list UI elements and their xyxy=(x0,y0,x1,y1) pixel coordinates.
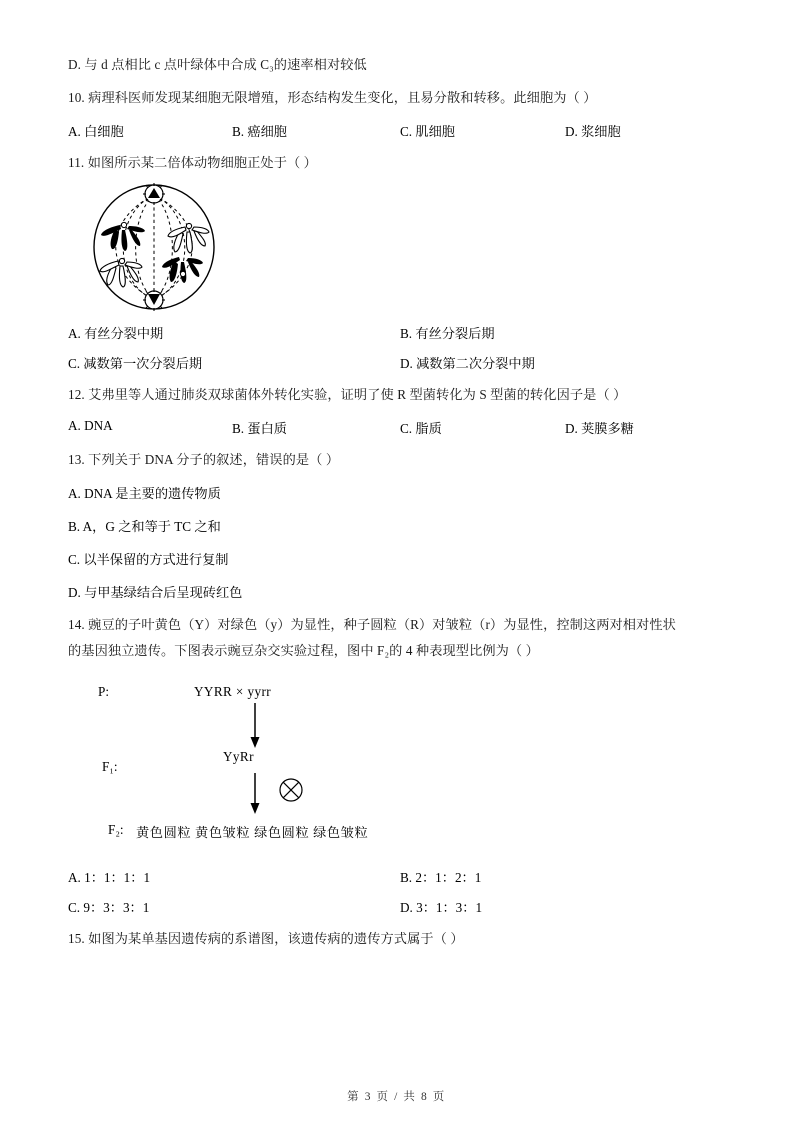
cell-division-diagram xyxy=(84,181,224,313)
chromosome-lower-right xyxy=(162,257,203,283)
question-11-option-d[interactable]: D. 减数第二次分裂中期 xyxy=(400,356,535,372)
cross-f1-label: F₁: xyxy=(102,758,118,774)
question-11-option-b[interactable]: B. 有丝分裂后期 xyxy=(400,326,495,342)
cross-f2-phenotypes: 黄色圆粒 黄色皱粒 绿色圆粒 绿色皱粒 xyxy=(136,824,369,840)
question-13-option-b[interactable]: B. A，G 之和等于 TC 之和 xyxy=(68,518,221,534)
question-13-stem: 13. 下列关于 DNA 分子的叙述，错误的是（ ） xyxy=(68,452,340,468)
question-14-options-row-2 xyxy=(68,897,733,916)
question-12-option-d[interactable]: D. 荚膜多糖 xyxy=(565,421,634,437)
question-13-option-a[interactable]: A. DNA 是主要的遗传物质 xyxy=(68,485,221,501)
question-11-option-c[interactable]: C. 减数第一次分裂后期 xyxy=(68,356,203,372)
question-11-stem: 11. 如图所示某二倍体动物细胞正处于（ ） xyxy=(68,154,317,170)
cross-parent-label: P: xyxy=(98,683,109,699)
question-14-option-d[interactable]: D. 3：1：3：1 xyxy=(400,899,483,915)
question-9-option-d: D. 与 d 点相比 c 点叶绿体中合成 C₃的速率相对较低 xyxy=(68,57,367,72)
question-14-option-a[interactable]: A. 1：1：1：1 xyxy=(68,869,151,885)
spindle-pole-bottom xyxy=(143,289,165,311)
question-13-option-d[interactable]: D. 与甲基绿结合后呈现砖红色 xyxy=(68,584,243,600)
question-12-option-a[interactable]: A. DNA xyxy=(68,418,113,434)
question-13-option-c[interactable]: C. 以半保留的方式进行复制 xyxy=(68,551,229,567)
question-10-options xyxy=(68,121,733,140)
question-10-stem: 10. 病理科医师发现某细胞无限增殖，形态结构发生变化，且易分散和转移。此细胞为（ ） xyxy=(68,89,597,105)
question-12-option-c[interactable]: C. 脂质 xyxy=(400,421,442,437)
question-10-option-a[interactable]: A. 白细胞 xyxy=(68,123,124,139)
cross-f2-label: F₂: xyxy=(108,821,124,837)
question-14-stem-line-2: 的基因独立遗传。下图表示豌豆杂交实验过程，图中 F₂的 4 种表现型比例为（ ） xyxy=(68,642,539,658)
question-12-option-b[interactable]: B. 蛋白质 xyxy=(232,421,287,437)
question-12-stem: 12. 艾弗里等人通过肺炎双球菌体外转化实验，证明了使 R 型菌转化为 S 型菌的转化因子是（ ） xyxy=(68,387,627,403)
chromosome-upper-left xyxy=(101,223,145,252)
spindle-pole-top xyxy=(143,183,165,205)
question-14-stem-line-1: 14. 豌豆的子叶黄色（Y）对绿色（y）为显性，种子圆粒（R）对皱粒（r）为显性，控制这两对相对性状 xyxy=(68,616,676,632)
cross-parent-genotypes: YYRR × yyrr xyxy=(194,683,272,699)
question-12-options xyxy=(68,418,733,437)
question-11-options-row-2 xyxy=(68,353,733,372)
genetic-cross-diagram xyxy=(98,677,518,847)
cross-arrow-p-to-f1 xyxy=(248,703,262,749)
question-15-stem: 15. 如图为某单基因遗传病的系谱图，该遗传病的遗传方式属于（ ） xyxy=(68,930,464,946)
chromosome-upper-right xyxy=(168,224,209,254)
cross-f1-genotype: YyRr xyxy=(223,748,254,764)
question-10-option-b[interactable]: B. 癌细胞 xyxy=(232,123,287,139)
question-14-options-row-1 xyxy=(68,867,733,886)
question-11-option-a[interactable]: A. 有丝分裂中期 xyxy=(68,326,164,342)
self-cross-icon xyxy=(278,777,304,803)
question-14-option-b[interactable]: B. 2：1：2：1 xyxy=(400,869,482,885)
question-14-option-c[interactable]: C. 9：3：3：1 xyxy=(68,899,150,915)
chromosome-lower-left xyxy=(100,259,142,288)
cross-arrow-f1-to-f2 xyxy=(248,773,262,815)
question-11-options-row-1 xyxy=(68,323,733,342)
page-footer: 第 3 页 / 共 8 页 xyxy=(347,1091,446,1103)
question-10-option-d[interactable]: D. 浆细胞 xyxy=(565,123,621,139)
question-10-option-c[interactable]: C. 肌细胞 xyxy=(400,123,455,139)
